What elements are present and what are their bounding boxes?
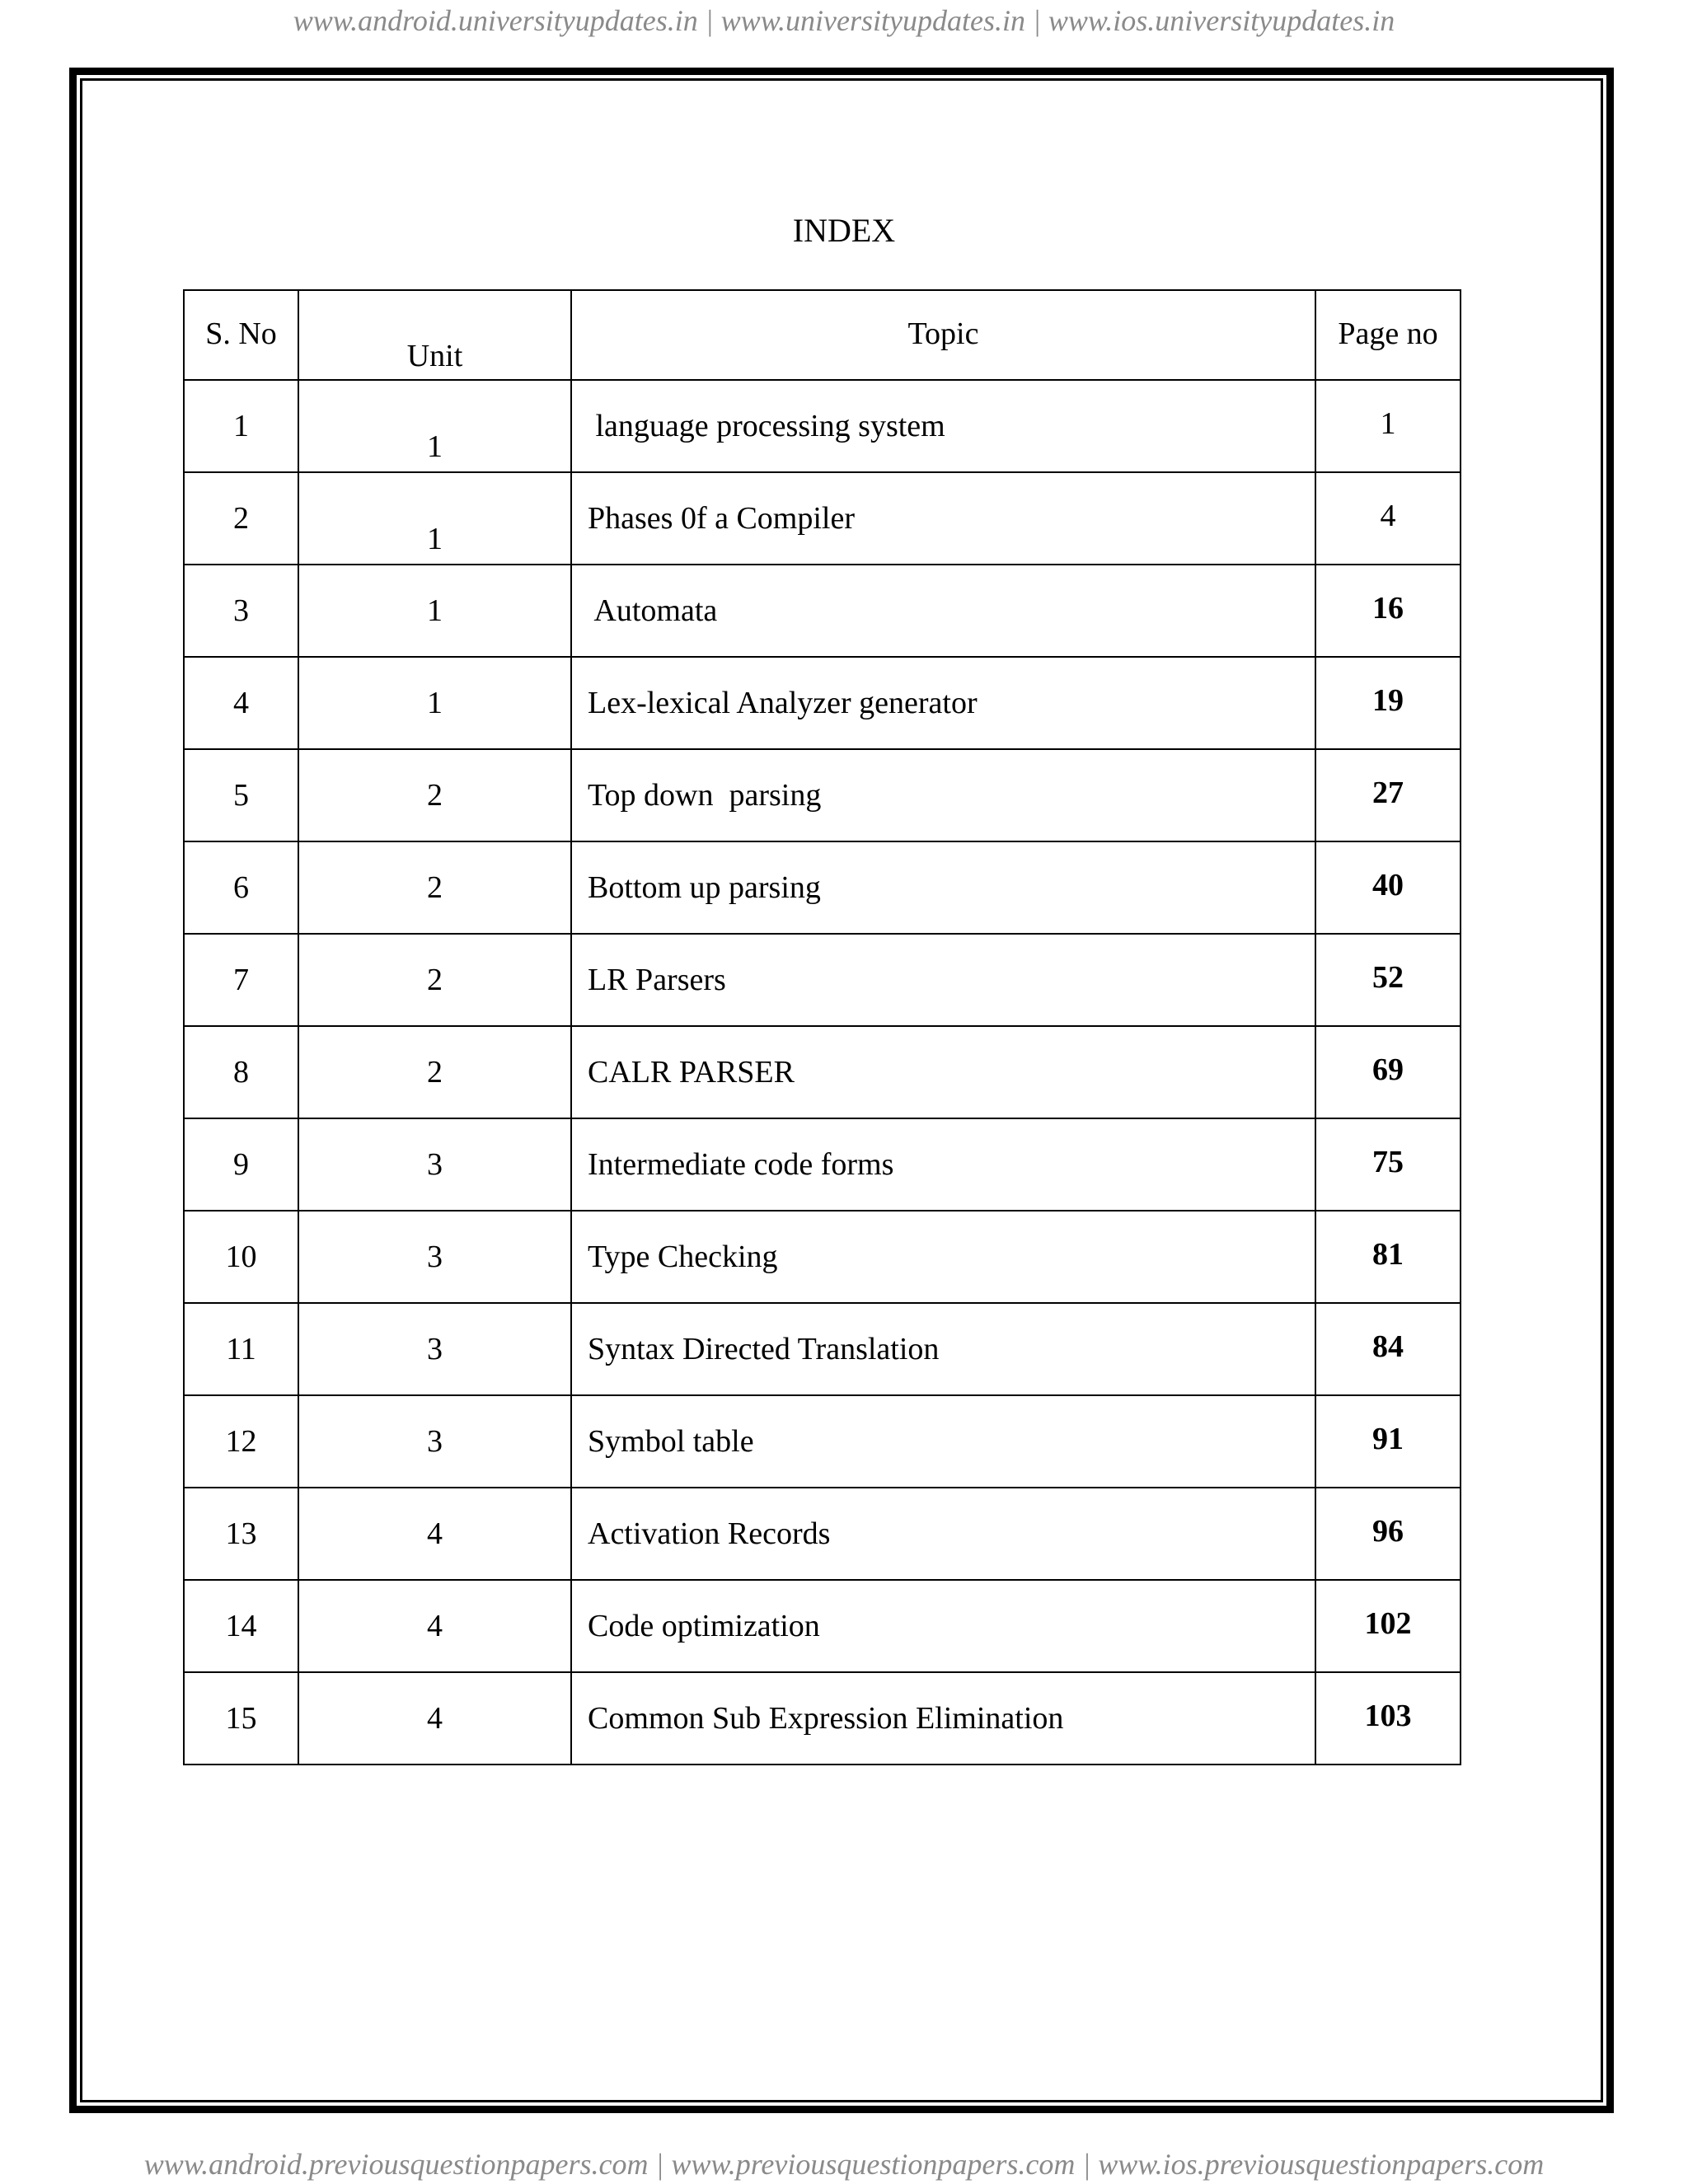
- index-table: [183, 289, 1461, 1765]
- table-row: [184, 1026, 1461, 1118]
- page-title: INDEX: [792, 212, 896, 249]
- cell-topic: CALR PARSER: [571, 1026, 1315, 1118]
- cell-page-no: 81: [1315, 1211, 1461, 1303]
- table-row: [184, 1488, 1461, 1580]
- header-sno: S. No: [184, 290, 298, 380]
- cell-topic: Common Sub Expression Elimination: [571, 1672, 1315, 1765]
- cell-page-no: 91: [1315, 1395, 1461, 1488]
- cell-page-no: 16: [1315, 565, 1461, 657]
- cell-sno: 7: [184, 934, 298, 1026]
- table-header-row: [184, 290, 1461, 380]
- cell-topic: Code optimization: [571, 1580, 1315, 1672]
- cell-page-no: 1: [1315, 380, 1461, 472]
- watermark-bottom: www.android.previousquestionpapers.com | www.previousquestionpapers.com | www.ios.previousquestionpapers.com: [143, 2148, 1545, 2181]
- cell-unit: 3: [298, 1211, 571, 1303]
- cell-topic: Type Checking: [571, 1211, 1315, 1303]
- header-unit: Unit: [298, 290, 571, 380]
- header-topic: Topic: [571, 290, 1315, 380]
- cell-topic: Syntax Directed Translation: [571, 1303, 1315, 1395]
- cell-unit: 2: [298, 1026, 571, 1118]
- table-row: [184, 749, 1461, 841]
- cell-sno: 3: [184, 565, 298, 657]
- cell-page-no: 69: [1315, 1026, 1461, 1118]
- cell-topic: Intermediate code forms: [571, 1118, 1315, 1211]
- table-row: [184, 1211, 1461, 1303]
- cell-unit: 3: [298, 1303, 571, 1395]
- table-row: [184, 380, 1461, 472]
- cell-unit: 4: [298, 1672, 571, 1765]
- cell-sno: 6: [184, 841, 298, 934]
- cell-unit: 2: [298, 749, 571, 841]
- table-row: [184, 841, 1461, 934]
- table-body: [184, 380, 1461, 1765]
- table-row: [184, 1303, 1461, 1395]
- header-page-no: Page no: [1315, 290, 1461, 380]
- cell-page-no: 40: [1315, 841, 1461, 934]
- watermark-top: www.android.universityupdates.in | www.universityupdates.in | www.ios.universityupdates.in: [293, 4, 1395, 37]
- cell-sno: 1: [184, 380, 298, 472]
- cell-topic: Bottom up parsing: [571, 841, 1315, 934]
- cell-page-no: 103: [1315, 1672, 1461, 1765]
- cell-page-no: 27: [1315, 749, 1461, 841]
- cell-sno: 9: [184, 1118, 298, 1211]
- table-row: [184, 1118, 1461, 1211]
- cell-unit: 2: [298, 934, 571, 1026]
- table-row: [184, 1672, 1461, 1765]
- cell-topic: Top down parsing: [571, 749, 1315, 841]
- cell-sno: 12: [184, 1395, 298, 1488]
- cell-unit: 1: [298, 472, 571, 565]
- cell-unit: 3: [298, 1118, 571, 1211]
- cell-unit: 4: [298, 1488, 571, 1580]
- cell-unit: 3: [298, 1395, 571, 1488]
- cell-unit: 1: [298, 565, 571, 657]
- cell-sno: 5: [184, 749, 298, 841]
- cell-page-no: 84: [1315, 1303, 1461, 1395]
- cell-page-no: 102: [1315, 1580, 1461, 1672]
- cell-sno: 13: [184, 1488, 298, 1580]
- cell-page-no: 19: [1315, 657, 1461, 749]
- cell-unit: 1: [298, 380, 571, 472]
- cell-topic: Activation Records: [571, 1488, 1315, 1580]
- cell-sno: 11: [184, 1303, 298, 1395]
- cell-topic: Phases 0f a Compiler: [571, 472, 1315, 565]
- cell-topic: Automata: [571, 565, 1315, 657]
- cell-page-no: 96: [1315, 1488, 1461, 1580]
- table-row: [184, 565, 1461, 657]
- cell-topic: Symbol table: [571, 1395, 1315, 1488]
- table-row: [184, 472, 1461, 565]
- cell-page-no: 4: [1315, 472, 1461, 565]
- cell-sno: 10: [184, 1211, 298, 1303]
- table-row: [184, 1395, 1461, 1488]
- cell-unit: 4: [298, 1580, 571, 1672]
- cell-sno: 8: [184, 1026, 298, 1118]
- cell-sno: 2: [184, 472, 298, 565]
- cell-topic: LR Parsers: [571, 934, 1315, 1026]
- cell-page-no: 75: [1315, 1118, 1461, 1211]
- table-row: [184, 1580, 1461, 1672]
- cell-sno: 14: [184, 1580, 298, 1672]
- cell-topic: Lex-lexical Analyzer generator: [571, 657, 1315, 749]
- cell-sno: 4: [184, 657, 298, 749]
- cell-topic: language processing system: [571, 380, 1315, 472]
- cell-page-no: 52: [1315, 934, 1461, 1026]
- cell-unit: 1: [298, 657, 571, 749]
- table-row: [184, 657, 1461, 749]
- cell-sno: 15: [184, 1672, 298, 1765]
- cell-unit: 2: [298, 841, 571, 934]
- table-row: [184, 934, 1461, 1026]
